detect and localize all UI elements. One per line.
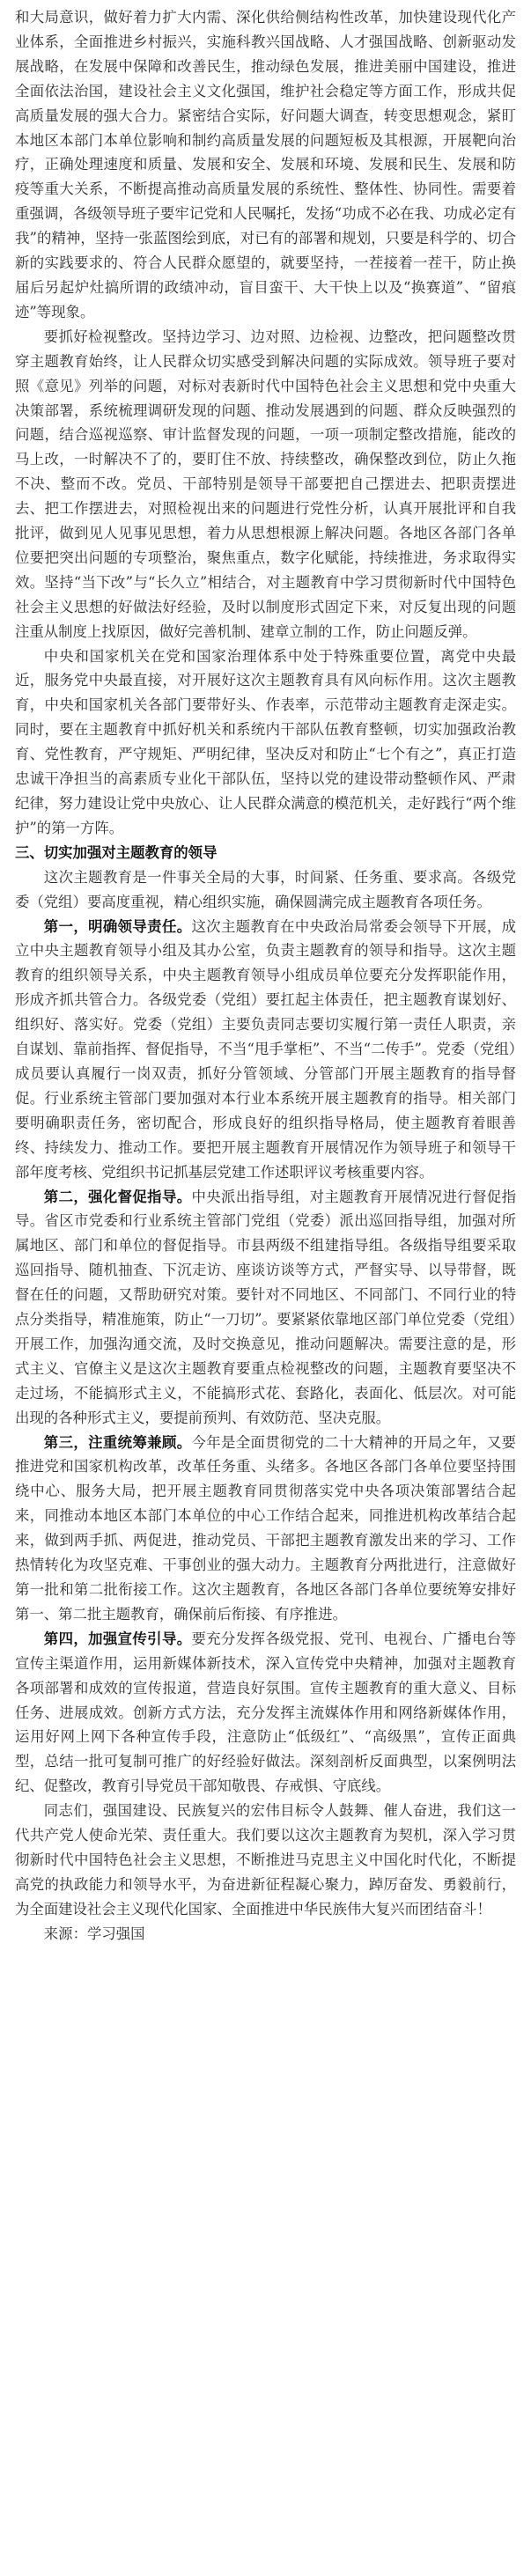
- paragraph-3: 中央和国家机关在党和国家治理体系中处于特殊重要位置，离党中央最近，服务党中央最直接，对开展好这次主题教育具有风向标作用。这次主题教育，中央和国家机关各部门要带好头、作表率，示范带动主题教育走深走实。同时，要在主题教育中抓好机关和系统内干部队伍教育整顿，切实加强政治教育、党性教育，严守规矩、严明纪律，坚决反对和防止“七个有之”，真正打造忠诚干净担当的高素质专业化干部队伍，坚持以党的建设带动整顿作风、严肃纪律，努力建设让党中央放心、让人民群众满意的模范机关，走好践行“两个维护”的第一方阵。: [15, 647, 516, 836]
- paragraph-2: 要抓好检视整改。坚持边学习、边对照、边检视、边整改，把问题整改贯穿主题教育始终，让人民群众切实感受到解决问题的实际成效。领导班子要对照《意见》列举的问题，对标对表新时代中国特色社会主义思想和党中央重大决策部署，系统梳理调研发现的问题、推动发展遇到的问题、群众反映强烈的问题，结合巡视巡察、审计监督发现的问题，一项一项制定整改措施，能改的马上改，一时解决不了的，要盯住不放、持续整改，确保整改到位，防止久拖不决、整而不改。党员、干部特别是领导干部要把自己摆进去、把职责摆进去、把工作摆进去，对照检视出来的问题进行党性分析，认真开展批评和自我批评，做到见人见事见思想，着力从思想根源上解决问题。各地区各部门各单位要把突出问题的专项整治，聚焦重点，数字化赋能，持续推进，务求取得实效。坚持“当下改”与“长久立”相结合，对主题教育中学习贯彻新时代中国特色社会主义思想的好做法好经验，及时以制度形式固定下来，对反复出现的问题注重从制度上找原因，做好完善机制、建章立制的工作，防止问题反弹。: [15, 328, 516, 640]
- paragraph-7-body: 今年是全面贯彻党的二十大精神的开局之年，又要推进党和国家机构改革，改革任务重、头绪多。各地区各部门各单位要坚持围绕中心、服务大局，把开展主题教育同贯彻落实党中央各项决策部署结合起来，同推动本地区本部门本单位的中心工作结合起来，同推进机构改革结合起来，做到两手抓、两促进，推动党员、干部把主题教育激发出来的学习、工作热情转化为攻坚克难、干事创业的强大动力。主题教育分两批进行，注意做好第一批和第二批衔接工作。这次主题教育，各地区各部门各单位要统筹安排好第一、第二批主题教育，确保前后衔接、有序推进。: [15, 1433, 517, 1623]
- paragraph-5: [15, 915, 516, 1185]
- paragraph-1: 和大局意识，做好着力扩大内需、深化供给侧结构性改革，加快建设现代化产业体系，全面推进乡村振兴，实施科教兴国战略、人才强国战略、创新驱动发展战略，在发展中保障和改善民生，推动绿色发展，推进美丽中国建设，推进全面依法治国，建设社会主义文化强国，维护社会稳定等方面工作，形成共促高质量发展的强大合力。紧密结合实际，好问题大调查，转变思想观念，紧盯本地区本部门本单位影响和制约高质量发展的问题短板及其根源，开展靶向治疗，正确处理速度和质量、发展和安全、发展和环境、发展和民生、发展和防疫等重大关系，不断提高推动高质量发展的系统性、整体性、协同性。需要着重强调，各级领导班子要牢记党和人民嘱托，发扬“功成不必在我、功成必定有我”的精神，坚持一张蓝图绘到底，对已有的部署和规划，只要是科学的、切合新的实践要求的、符合人民群众愿望的，就要坚持，一茬接着一茬干，防止换届后另起炉灶搞所谓的政绩冲动，盲目蛮干、大干快上以及“换赛道”、“留痕迹”等现象。: [15, 9, 516, 320]
- paragraph-5-body: 这次主题教育在中央政治局常委会领导下开展，成立中央主题教育领导小组及其办公室，负责主题教育的领导和指导。这次主题教育的组织领导关系，中央主题教育领导小组成员单位要充分发挥职能作用，形成齐抓共管合力。各级党委（党组）要扛起主体责任，把主题教育谋划好、组织好、落实好。党委（党组）主要负责同志要切实履行第一责任人职责，亲自谋划、靠前指挥、督促指导，不当“甩手掌柜”、不当“二传手”。党委（党组）成员要认真履行一岗双责，抓好分管领域、分管部门开展主题教育的指导督促。行业系统主管部门要加强对本行业本系统开展主题教育的指导。相关部门要明确职责任务，密切配合，形成良好的组织指导格局，使主题教育着眼善终、持续发力、推动工作。要把开展主题教育开展情况作为领导班子和领导干部年度考核、党组织书记抓基层党建工作述职评议考核重要内容。: [15, 917, 517, 1181]
- paragraph-8-lead: 第四，加强宣传引导。: [43, 1630, 192, 1647]
- paragraph-4: 这次主题教育是一件事关全局的大事，时间紧、任务重、要求高。各级党委（党组）要高度重视，精心组织实施，确保圆满完成主题教育各项任务。: [15, 868, 516, 910]
- paragraph-8-body: 要充分发挥各级党报、党刊、电视台、广播电台等宣传主渠道作用，运用新媒体新技术，深入宣传党中央精神，加强对主题教育各项部署和成效的宣传报道，营造良好氛围。宣传主题教育的重大意义、目标任务、进展成效。创新方式方法，充分发挥主流媒体作用和网络新媒体作用，运用好网上网下各种宣传手段，注意防止“低级红”、“高级黑”，宣传正面典型，总结一批可复制可推广的好经验好做法。深刻剖析反面典型，以案例明法纪、促整改，教育引导党员干部知敬畏、存戒惧、守底线。: [15, 1630, 517, 1795]
- paragraph-6: [15, 1185, 516, 1431]
- paragraph-7: [15, 1431, 516, 1627]
- source-line: 来源：学习强国: [43, 1925, 145, 1942]
- paragraph-6-body: 中央派出指导组，对主题教育开展情况进行督促指导。省区市党委和行业系统主管部门党组（党委）派出巡回指导组，加强对所属地区、部门和单位的督促指导。市县两级不组建指导组。各级指导组要采取巡回指导、随机抽查、下沉走访、座谈访谈等方式，严督实导、以导带督，既督在任的问题，又帮助研究对策。要针对不同地区、不同部门、不同行业的特点分类指导，精准施策，防止“一刀切”。要紧紧依靠地区部门单位党委（党组）开展工作，加强沟通交流，及时交换意见，推动问题解决。需要注意的是，形式主义、官僚主义是这次主题教育要重点检视整改的问题，主题教育要坚决不走过场，不能搞形式主义，不能搞形式花、套路化，表面化、低层次。对可能出现的各种形式主义，要提前预判、有效防范、坚决克服。: [15, 1188, 517, 1426]
- paragraph-5-lead: 第一，明确领导责任。: [43, 917, 192, 935]
- paragraph-9: 同志们，强国建设、民族复兴的宏伟目标令人鼓舞、催人奋进，我们这一代共产党人使命光荣、责任重大。我们要以这次主题教育为契机，深入学习贯彻新时代中国特色社会主义思想，不断推进马克思主义中国化时代化，不断提高党的执政能力和领导水平，为奋进新征程凝心聚力，踔厉奋发、勇毅前行，为全面建设社会主义现代化国家、全面推进中华民族伟大复兴而团结奋斗！: [15, 1802, 516, 1917]
- paragraph-7-lead: 第三，注重统筹兼顾。: [43, 1433, 192, 1451]
- section-heading: 三、切实加强对主题教育的领导: [15, 843, 218, 861]
- paragraph-6-lead: 第二，强化督促指导。: [43, 1188, 192, 1205]
- paragraph-8: [15, 1627, 516, 1799]
